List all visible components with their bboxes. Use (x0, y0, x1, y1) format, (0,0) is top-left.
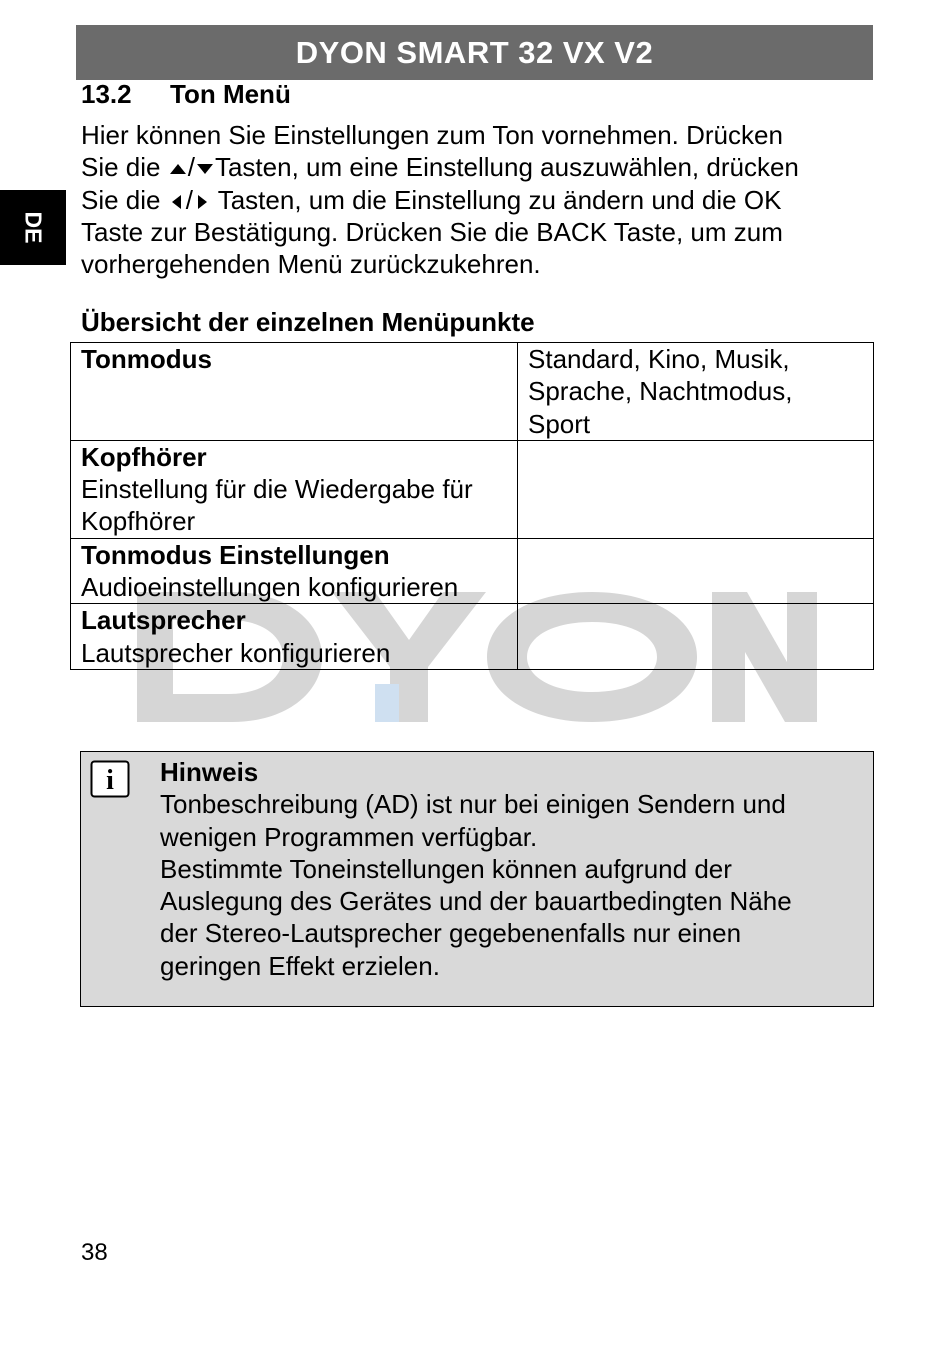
intro-line: Taste zur Bestätigung. Drücken Sie die BACK Taste, um zum (81, 216, 783, 247)
arrow-right-icon (193, 193, 211, 211)
intro-text: Tasten, um die Einstellung zu ändern und die OK (210, 184, 782, 215)
note-line: Bestimmte Toneinstellungen können aufgrund der (160, 853, 732, 884)
table-cell (518, 538, 874, 604)
note-line: Tonbeschreibung (AD) ist nur bei einigen Sendern und (160, 789, 786, 820)
menu-item-options: Standard, Kino, Musik, (528, 344, 790, 374)
arrow-left-icon (168, 193, 186, 211)
note-line: Auslegung des Gerätes und der bauartbedingten Nähe (160, 886, 792, 917)
menu-item-title: Tonmodus Einstellungen (81, 539, 390, 570)
section-number: 13.2 (81, 79, 132, 109)
menu-item-title: Kopfhörer (81, 441, 207, 472)
table-row (71, 440, 874, 538)
menu-item-title: Lautsprecher (81, 605, 246, 636)
intro-text: / (185, 184, 193, 215)
menu-item-description: Kopfhörer (81, 506, 196, 537)
menu-overview-table (70, 342, 874, 670)
table-cell (518, 440, 874, 538)
intro-text: Tasten, um eine Einstellung auszuwählen, drücken (214, 152, 799, 183)
intro-text: Sie die (81, 152, 168, 183)
intro-paragraph (81, 119, 881, 280)
arrow-up-icon (168, 162, 188, 176)
svg-text:i: i (106, 765, 114, 796)
overview-heading: Übersicht der einzelnen Menüpunkte (81, 307, 535, 337)
note-line: wenigen Programmen verfügbar. (160, 821, 538, 852)
page-number: 38 (81, 1239, 108, 1266)
table-cell (71, 343, 518, 441)
menu-item-options: Sport (528, 408, 591, 439)
intro-line (81, 184, 881, 216)
table-row (71, 343, 874, 441)
arrow-down-icon (195, 162, 215, 176)
note-line: der Stereo-Lautsprecher gegebenenfalls nur einen (160, 918, 742, 949)
note-line: geringen Effekt erzielen. (160, 950, 440, 981)
section-title: Ton Menü (170, 79, 291, 109)
info-icon (90, 760, 130, 798)
table-cell (71, 538, 518, 604)
language-tab (0, 190, 66, 265)
intro-text: / (187, 152, 195, 183)
table-cell (71, 440, 518, 538)
menu-item-title: Tonmodus (81, 344, 212, 374)
table-cell (518, 343, 874, 441)
note-box (80, 751, 874, 1007)
intro-text: Sie die (81, 184, 168, 215)
note-text (160, 756, 860, 982)
table-cell (71, 604, 518, 670)
intro-line: vorhergehenden Menü zurückzukehren. (81, 249, 541, 280)
table-row (71, 538, 874, 604)
table-cell (518, 604, 874, 670)
menu-item-description: Lautsprecher konfigurieren (81, 637, 391, 668)
note-title: Hinweis (160, 757, 259, 787)
menu-item-options: Sprache, Nachtmodus, (528, 376, 793, 407)
section-heading (81, 78, 291, 110)
menu-item-description: Audioeinstellungen konfigurieren (81, 572, 459, 603)
intro-line: Hier können Sie Einstellungen zum Ton vornehmen. Drücken (81, 120, 783, 150)
intro-line (81, 151, 881, 183)
language-tab-label: DE (20, 211, 47, 244)
document-header (76, 25, 873, 80)
table-row (71, 604, 874, 670)
menu-item-description: Einstellung für die Wiedergabe für (81, 474, 473, 505)
header-title: DYON SMART 32 VX V2 (295, 35, 654, 70)
